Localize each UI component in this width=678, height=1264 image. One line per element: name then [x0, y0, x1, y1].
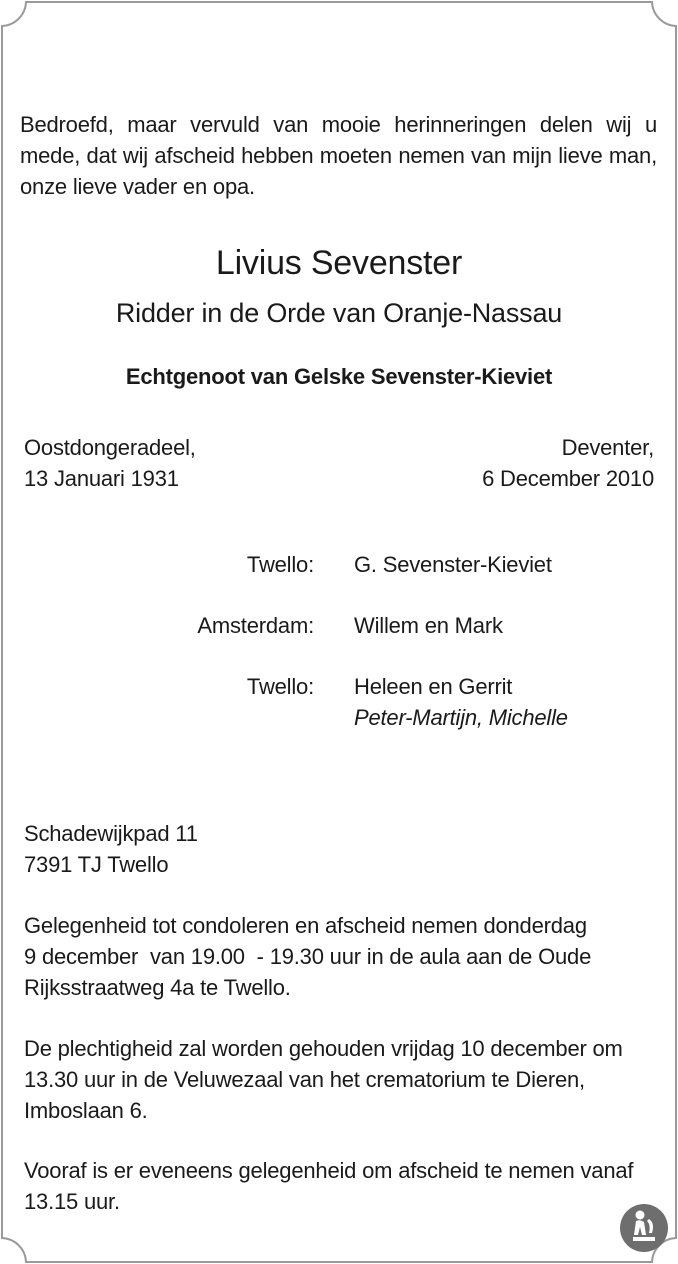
address-street: Schadewijkpad 11	[24, 821, 198, 846]
intro-line-2: mede, dat wij afscheid hebben moeten nemen van mijn lieve man,	[20, 143, 657, 168]
address-city: 7391 TJ Twello	[24, 852, 169, 877]
intro-line-3: onze lieve vader en opa.	[20, 174, 255, 199]
deceased-honor: Ridder in de Orde van Oranje-Nassau	[115, 298, 563, 328]
family-place-2: Amsterdam:	[197, 613, 314, 638]
birth-date: 13 Januari 1931	[24, 466, 179, 491]
farewell-line-1: Vooraf is er eveneens gelegenheid om afscheid te nemen vanaf	[24, 1158, 634, 1183]
farewell-line-2: 13.15 uur.	[24, 1189, 120, 1214]
ceremony-line-2: 13.30 uur in de Veluwezaal van het crematorium te Dieren,	[24, 1067, 585, 1092]
family-place-3: Twello:	[246, 674, 314, 699]
ceremony-line-1: De plechtigheid zal worden gehouden vrijdag 10 december om	[24, 1036, 623, 1061]
family-grandchildren: Peter-Martijn, Michelle	[354, 705, 568, 730]
family-names-1: G. Sevenster-Kieviet	[354, 552, 552, 577]
intro-line-1: Bedroefd, maar vervuld van mooie herinneringen delen wij u	[20, 112, 657, 137]
spouse-line: Echtgenoot van Gelske Sevenster-Kieviet	[125, 364, 553, 389]
ceremony-line-3: Imboslaan 6.	[24, 1098, 148, 1123]
family-names-2: Willem en Mark	[354, 613, 503, 638]
condolence-line-1: Gelegenheid tot condoleren en afscheid nemen donderdag	[24, 913, 587, 938]
birth-place: Oostdongeradeel,	[24, 435, 196, 460]
condolence-line-2: 9 december van 19.00 - 19.30 uur in de aula aan de Oude	[24, 944, 592, 969]
condolence-line-3: Rijksstraatweg 4a te Twello.	[24, 975, 291, 1000]
death-place: Deventer,	[561, 435, 654, 460]
deceased-name: Livius Sevenster	[215, 244, 463, 282]
death-date: 6 December 2010	[482, 466, 654, 491]
memorial-logo-icon	[619, 1203, 669, 1253]
family-names-3: Heleen en Gerrit	[354, 674, 513, 699]
family-place-1: Twello:	[246, 552, 314, 577]
